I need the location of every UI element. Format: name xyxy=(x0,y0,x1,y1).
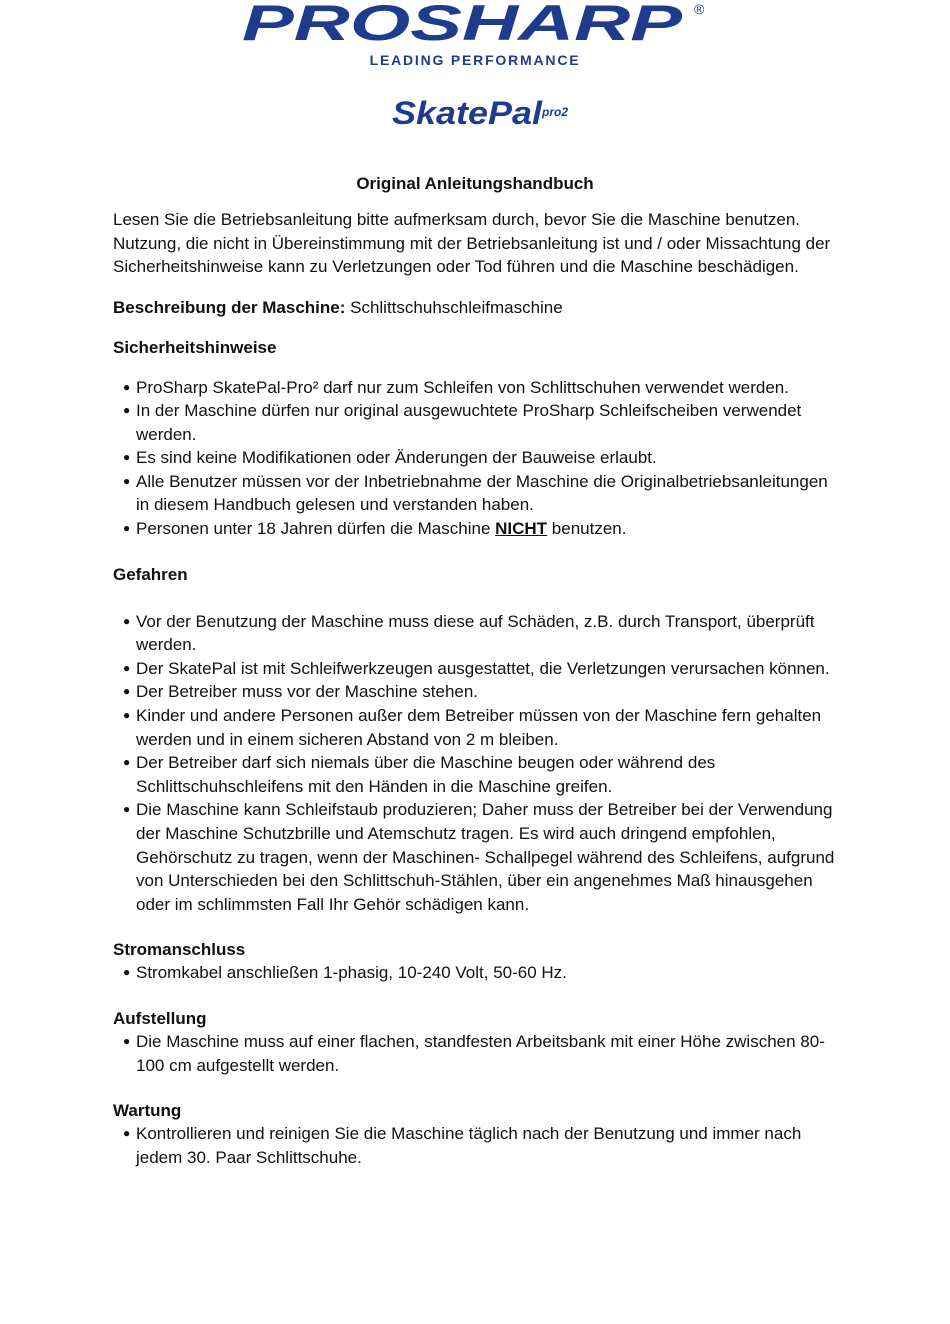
setup-list xyxy=(113,1030,843,1077)
list-item: ● Vor der Benutzung der Maschine muss diese auf Schäden, z.B. durch Transport, überprüft werden. xyxy=(123,611,815,655)
prosharp-wordmark: PROSHARP xyxy=(242,0,684,46)
bullet-icon: ● xyxy=(123,1126,131,1141)
list-item: ● Der Betreiber muss vor der Maschine stehen. xyxy=(113,680,843,704)
bullet-icon: ● xyxy=(123,613,131,628)
list-item: ● Kontrollieren und reinigen Sie die Maschine täglich nach der Benutzung und immer nach jedem 30. Paar Schlittschuhe. xyxy=(123,1124,802,1167)
brand-tagline: LEADING PERFORMANCE xyxy=(369,52,581,68)
list-item: ● ProSharp SkatePal-Pro² darf nur zum Schleifen von Schlittschuhen verwendet werden. xyxy=(113,376,843,400)
emphasis-nicht: NICHT xyxy=(495,519,548,539)
list-item: ● Der Betreiber darf sich niemals über die Maschine beugen oder während des Schlittschuhschleifens mit den Händen in die Maschine greifen. xyxy=(123,753,716,796)
skatepal-logo xyxy=(390,92,590,132)
description-label: Beschreibung der Maschine: xyxy=(113,297,346,317)
prosharp-logo xyxy=(236,0,716,46)
registered-mark: ® xyxy=(694,1,705,17)
document-body xyxy=(113,174,843,1169)
list-item: ● Personen unter 18 Jahren dürfen die Maschine NICHT benutzen. xyxy=(113,517,843,541)
list-item: ● In der Maschine dürfen nur original ausgewuchtete ProSharp Schleifscheiben verwendet werden. xyxy=(123,401,802,444)
list-item: ● Die Maschine muss auf einer flachen, standfesten Arbeitsbank mit einer Höhe zwischen 80-100 cm aufgestellt werden. xyxy=(123,1031,825,1075)
bullet-icon: ● xyxy=(123,708,131,723)
list-item: ● Kinder und andere Personen außer dem Betreiber müssen von der Maschine fern gehalten werden und in einem sicheren Abstand von 2 m bleiben. xyxy=(123,706,822,749)
bullet-icon: ● xyxy=(123,521,131,536)
list-item: ● Der SkatePal ist mit Schleifwerkzeugen ausgestattet, die Verletzungen verursachen können. xyxy=(113,657,843,681)
bullet-icon: ● xyxy=(123,403,131,418)
maintenance-list xyxy=(113,1122,843,1169)
bullet-icon: ● xyxy=(123,965,131,980)
list-item: ● Es sind keine Modifikationen oder Änderungen der Bauweise erlaubt. xyxy=(113,446,843,470)
document-title: Original Anleitungshandbuch xyxy=(356,174,594,193)
machine-description xyxy=(113,296,843,319)
bullet-icon: ● xyxy=(123,802,131,817)
hazards-list xyxy=(113,610,843,917)
bullet-icon: ● xyxy=(123,1033,131,1048)
description-value: Schlittschuhschleifmaschine xyxy=(345,297,563,317)
section-heading-power: Stromanschluss xyxy=(113,940,246,960)
bullet-icon: ● xyxy=(123,450,131,465)
skatepal-pro-suffix: pro2 xyxy=(542,105,569,119)
bullet-icon: ● xyxy=(123,684,131,699)
section-heading-safety: Sicherheitshinweise xyxy=(113,337,277,357)
section-heading-hazards: Gefahren xyxy=(113,564,188,584)
bullet-icon: ● xyxy=(123,379,131,394)
list-item: ● Alle Benutzer müssen vor der Inbetriebnahme der Maschine die Originalbetriebsanleitungen in diesem Handbuch gelesen und verstanden haben. xyxy=(123,471,828,515)
intro-paragraph: Lesen Sie die Betriebsanleitung bitte aufmerksam durch, bevor Sie die Maschine benutzen. Nutzung, die nicht in Übereinstimmung mit der Betriebsanleitung ist und / oder Missachtung der Sicherheitshinweise kann zu Verletzungen oder Tod führen und die Maschine beschädigen. xyxy=(113,210,831,276)
bullet-icon: ● xyxy=(123,473,131,488)
bullet-icon: ● xyxy=(123,755,131,770)
skatepal-wordmark: SkatePal xyxy=(392,95,544,131)
bullet-icon: ● xyxy=(123,660,131,675)
safety-list xyxy=(113,376,843,541)
section-heading-maintenance: Wartung xyxy=(113,1101,182,1121)
list-item: ● Stromkabel anschließen 1-phasig, 10-240 Volt, 50-60 Hz. xyxy=(113,961,843,985)
list-item: ● Die Maschine kann Schleifstaub produzieren; Daher muss der Betreiber bei der Verwendung der Maschine Schutzbrille und Atemschutz tragen. Es wird auch dringend empfohlen, Gehörschutz zu tragen, wenn der Maschinen- Schallpegel während des Schleifens, aufgrund von Unterschieden bei den Schlittschuh-Stählen, über ein angenehmes Maß hinausgehen oder im schlimmsten Fall Ihr Gehör schädigen kann. xyxy=(123,800,835,914)
section-heading-setup: Aufstellung xyxy=(113,1008,207,1028)
power-list xyxy=(113,961,843,985)
